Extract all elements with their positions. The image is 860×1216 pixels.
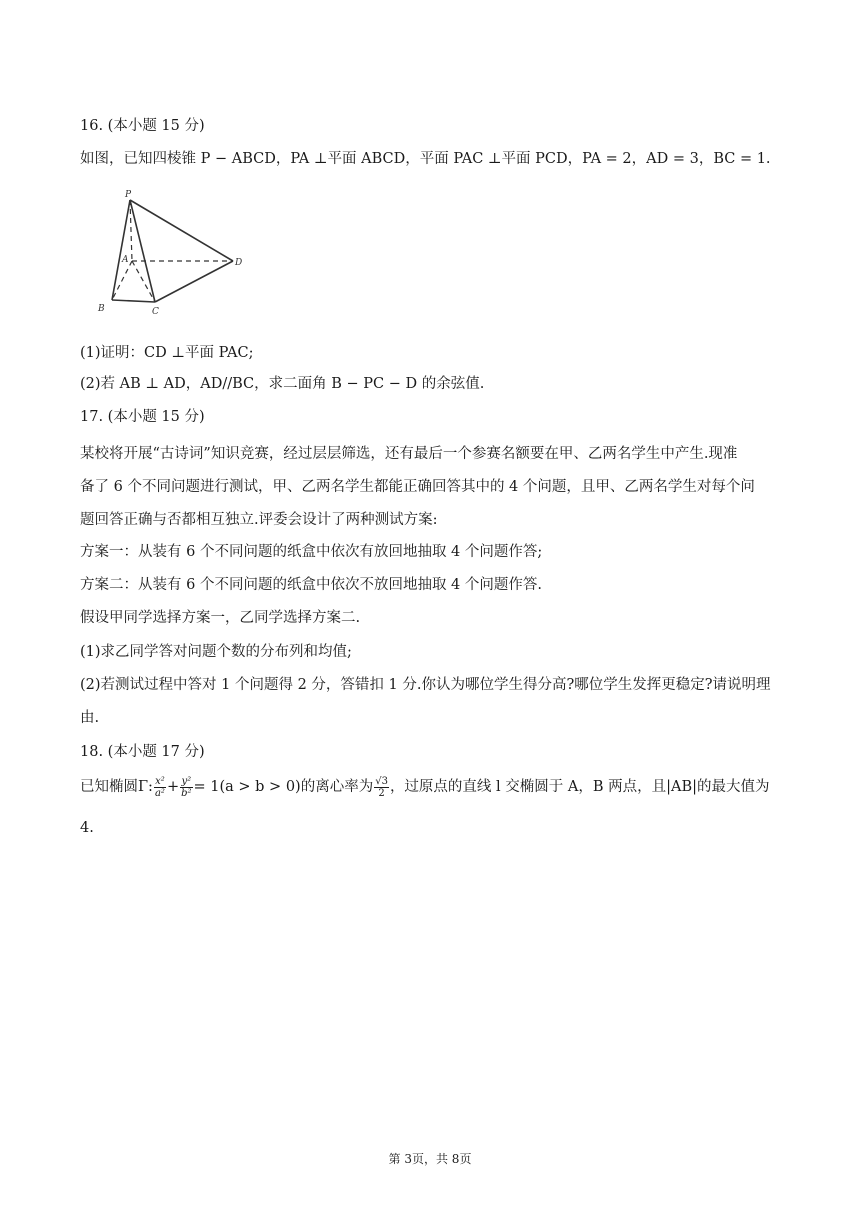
q18-stem-suffix: ，过原点的直线 l 交椭圆于 A，B 两点，且|AB|的最大值为 (389, 779, 770, 795)
q17-stem-line1: 某校将开展“古诗词”知识竞赛，经过层层筛选，还有最后一个参赛名额要在甲、乙两名学生中产生.现准 (80, 446, 738, 462)
q17-stem-line2: 备了 6 个不同问题进行测试，甲、乙两名学生都能正确回答其中的 4 个问题，且甲、乙两名学生对每个问 (80, 479, 755, 495)
q18-stem-prefix: 已知椭圆Γ: (80, 779, 153, 795)
edge-ac (132, 261, 155, 302)
label-p: P (125, 190, 132, 200)
q18-stem-line2: 4. (80, 820, 94, 836)
q16-part2: (2)若 AB ⊥ AD，AD//BC，求二面角 B − PC − D 的余弦值. (80, 376, 485, 392)
pyramid-figure (92, 188, 252, 318)
q17-part1: (1)求乙同学答对问题个数的分布列和均值; (80, 644, 352, 660)
edge-pd (130, 200, 233, 261)
fraction-x2-a2: $\frac{\text{x²}}{\text{a²}}$ (154, 775, 165, 799)
page-footer: 第 3页，共 8页 (388, 1152, 472, 1166)
q17-header: 17. (本小题 15 分) (80, 409, 205, 425)
edge-bc (112, 300, 155, 302)
q18-stem-line1 (80, 775, 770, 799)
q16-part1: (1)证明：CD ⊥平面 PAC; (80, 345, 254, 361)
q17-part2-line1: (2)若测试过程中答对 1 个问题得 2 分，答错扣 1 分.你认为哪位学生得分高?哪位学生发挥更稳定?请说明理 (80, 677, 771, 693)
edge-pb (112, 200, 130, 300)
q17-part2-line2: 由. (80, 710, 100, 726)
label-d: D (235, 258, 243, 268)
edge-pc (130, 200, 155, 302)
edge-cd (155, 261, 233, 302)
q17-stem-line3: 题回答正确与否都相互独立.评委会设计了两种测试方案: (80, 512, 438, 528)
q18-header: 18. (本小题 17 分) (80, 744, 205, 760)
q17-plan1: 方案一：从装有 6 个不同问题的纸盒中依次有放回地抽取 4 个问题作答; (80, 544, 543, 560)
q16-header: 16. (本小题 15 分) (80, 118, 205, 134)
q17-assumption: 假设甲同学选择方案一，乙同学选择方案二. (80, 610, 361, 626)
fraction-sqrt3-2: $\frac{√3}{2}$ (375, 775, 388, 799)
label-c: C (152, 307, 159, 317)
q17-plan2: 方案二：从装有 6 个不同问题的纸盒中依次不放回地抽取 4 个问题作答. (80, 577, 542, 593)
label-b: B (98, 304, 105, 314)
q18-equation-rest: = 1(a > b > 0)的离心率为 (193, 779, 374, 795)
plus-sign: + (166, 779, 180, 795)
q16-stem: 如图，已知四棱锥 P − ABCD，PA ⊥平面 ABCD，平面 PAC ⊥平面 PCD，PA = 2，AD = 3，BC = 1. (80, 151, 771, 167)
fraction-y2-b2: $\frac{\text{y²}}{\text{b²}}$ (181, 775, 192, 799)
label-a: A (122, 255, 129, 265)
